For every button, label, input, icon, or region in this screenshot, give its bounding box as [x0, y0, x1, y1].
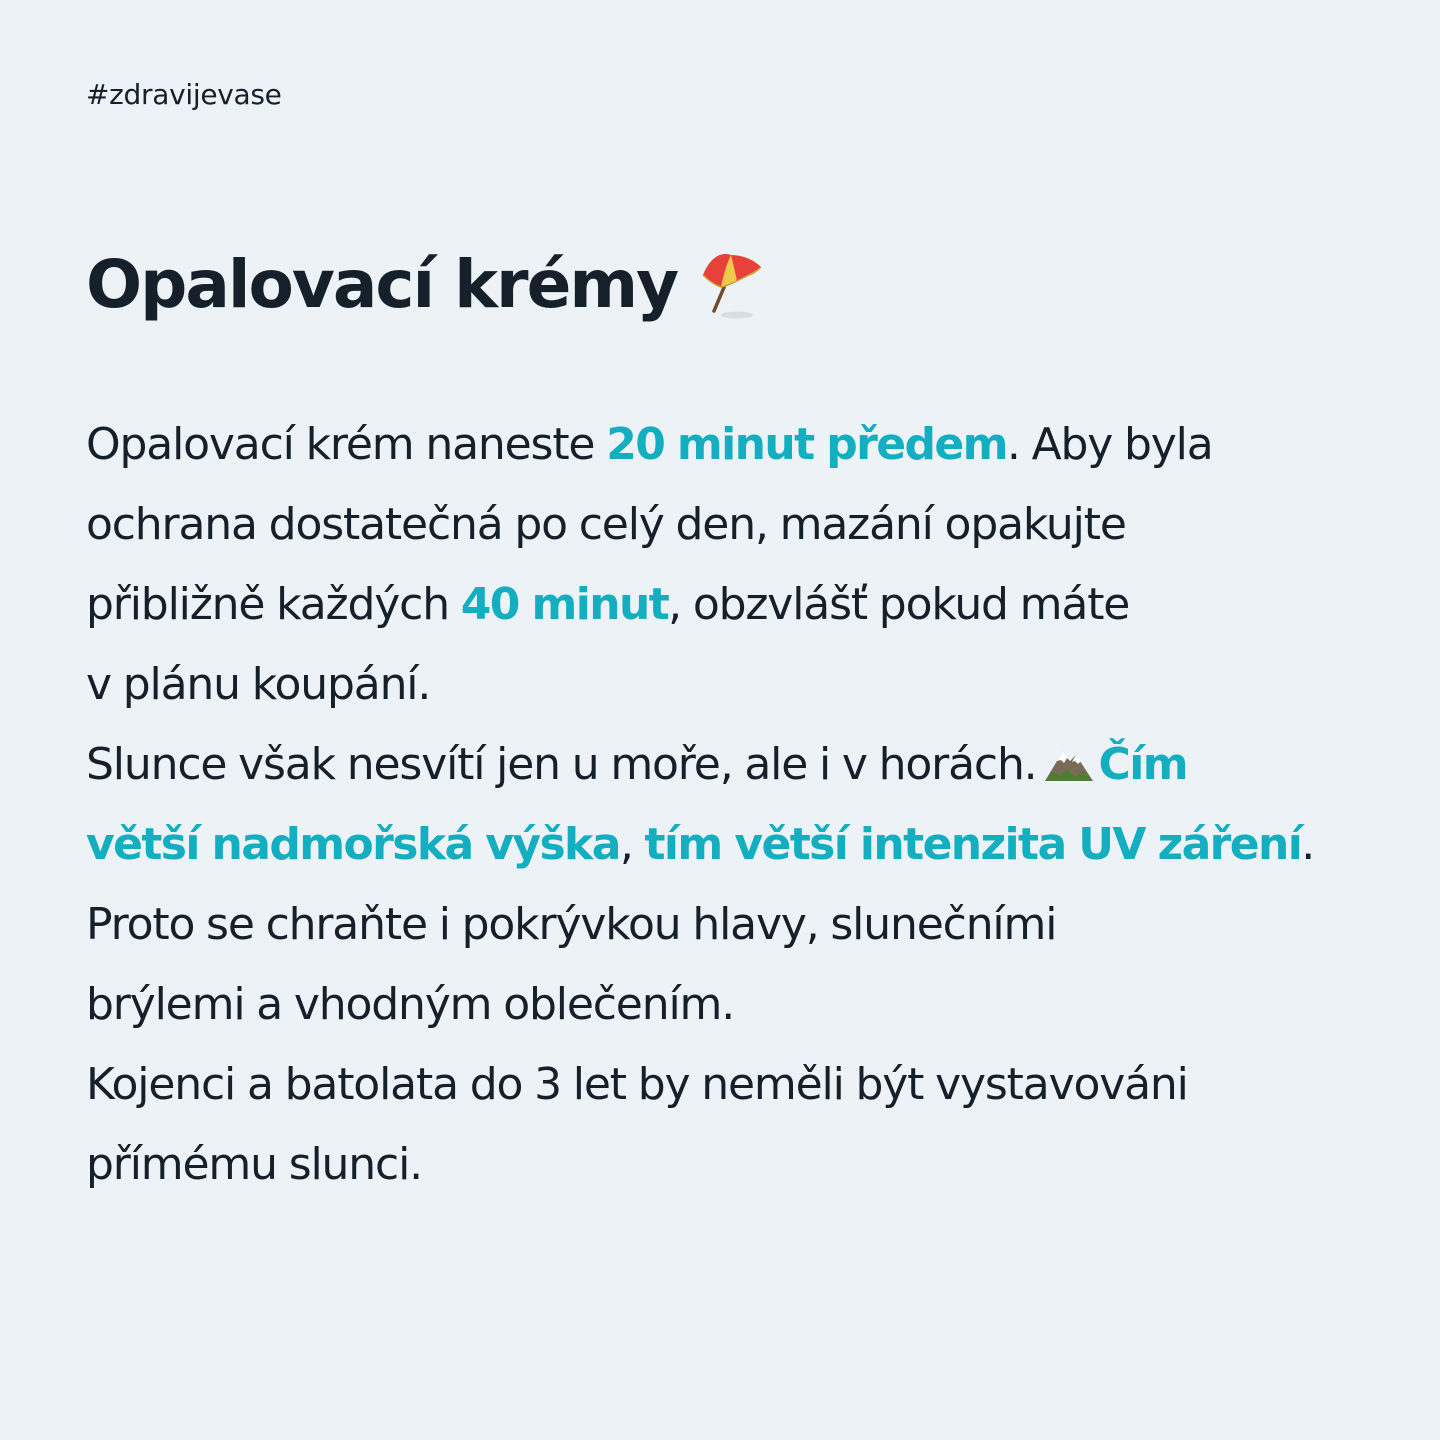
text-segment: , obzvlášť pokud máte — [668, 579, 1130, 630]
text-line-9 — [86, 1045, 1406, 1125]
text-line-8 — [86, 965, 1406, 1045]
text-line-10 — [86, 1125, 1406, 1205]
text-segment: přibližně každých — [86, 579, 461, 630]
text-segment: přímému slunci. — [86, 1139, 422, 1190]
highlight-40-minutes: 40 minut — [460, 579, 669, 630]
highlight-20-minutes: 20 minut předem — [606, 419, 1007, 470]
text-line-5 — [86, 725, 1406, 805]
body-text — [86, 405, 1406, 1205]
text-line-2 — [86, 485, 1406, 565]
text-segment: v plánu koupání. — [86, 659, 431, 710]
text-segment: Kojenci a batolata do 3 let by neměli být vystavováni — [86, 1059, 1188, 1110]
highlight-cim: Čím — [1098, 739, 1187, 790]
text-segment: brýlemi a vhodným oblečením. — [86, 979, 735, 1030]
highlight-uv-intensity: tím větší intenzita UV záření — [644, 819, 1302, 870]
mountain-icon — [1043, 743, 1095, 783]
text-line-6 — [86, 805, 1406, 885]
text-line-1 — [86, 405, 1406, 485]
highlight-altitude: větší nadmořská výška — [86, 819, 620, 870]
beach-umbrella-icon — [697, 249, 769, 321]
page-title: Opalovací krémy — [86, 246, 678, 323]
text-line-4 — [86, 645, 1406, 725]
text-segment: , — [619, 819, 645, 870]
text-segment: ochrana dostatečná po celý den, mazání opakujte — [86, 499, 1126, 550]
text-segment: Slunce však nesvítí jen u moře, ale i v horách. — [86, 739, 1037, 790]
text-line-3 — [86, 565, 1406, 645]
text-segment: . — [1301, 819, 1315, 870]
text-line-7 — [86, 885, 1406, 965]
text-segment: Proto se chraňte i pokrývkou hlavy, slunečními — [86, 899, 1057, 950]
text-segment: . Aby byla — [1006, 419, 1213, 470]
hashtag: #zdravijevase — [86, 78, 282, 111]
heading — [86, 240, 769, 330]
text-segment: Opalovací krém naneste — [86, 419, 607, 470]
